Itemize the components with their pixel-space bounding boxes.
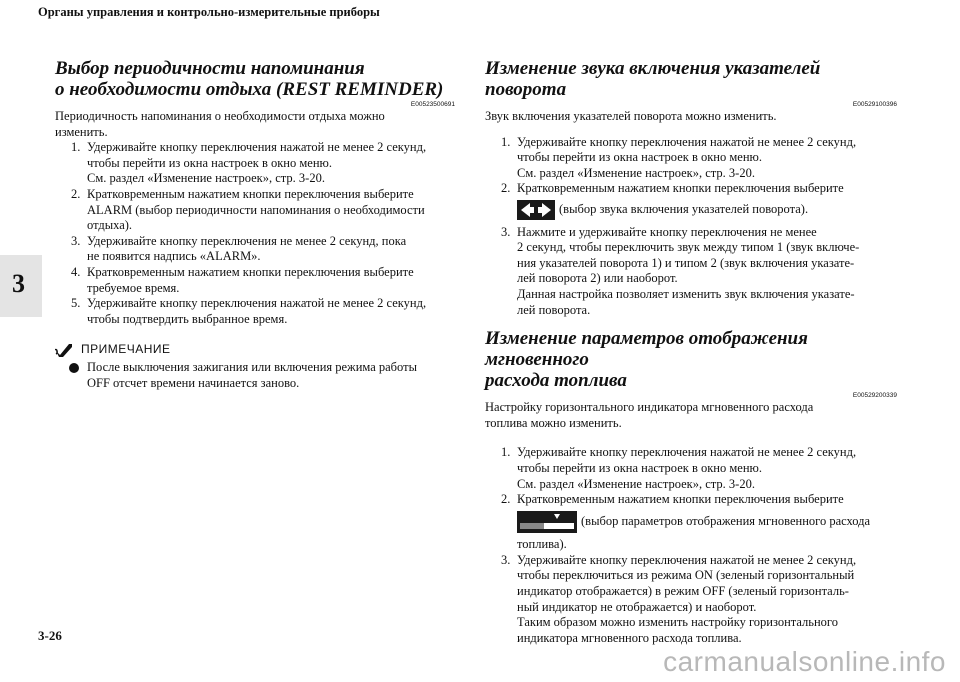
section-code: E00523500691 [410, 101, 455, 108]
list-item [71, 234, 455, 265]
text-line: чтобы переключиться из режима ON (зеленый горизонтальный [517, 568, 855, 583]
text-line: Удерживайте кнопку переключения не менее 2 секунд, пока [87, 233, 407, 248]
steps-list [501, 135, 897, 319]
list-number: 4. [71, 264, 81, 279]
note-header [55, 341, 455, 357]
note-label: ПРИМЕЧАНИЕ [81, 341, 171, 356]
list-item: 2. Кратковременным нажатием кнопки переключения выберите (выбор звука включения указателей поворота). [501, 181, 897, 224]
text-line: Кратковременным нажатием кнопки переключения выберите [87, 264, 414, 279]
list-number: 5. [71, 296, 81, 311]
title-line: расхода топлива [485, 370, 627, 392]
rest-reminder-title [55, 58, 455, 100]
text-line: См. раздел «Изменение настроек», стр. 3-20. [517, 476, 755, 491]
text-line: Кратковременным нажатием кнопки переключения выберите [87, 186, 414, 201]
list-item [71, 296, 455, 327]
section-tab [0, 255, 42, 317]
pencil-note-icon [55, 341, 75, 357]
bullet-icon [69, 363, 79, 373]
title-line: Изменение параметров отображения мгновенного [485, 328, 808, 371]
text-line: отдыха). [87, 218, 133, 233]
text-line: Таким образом можно изменить настройку горизонтального [517, 615, 839, 630]
text-line: Данная настройка позволяет изменить звук включения указате- [517, 286, 855, 301]
text-line: топлива можно изменить. [485, 415, 622, 430]
text-line: ния указателей поворота 1) и типом 2 (звук включения указате- [517, 255, 855, 270]
text-line: лей поворота 2) или наоборот. [517, 271, 678, 286]
text-line: Удерживайте кнопку переключения нажатой не менее 2 секунд, [87, 296, 427, 311]
text-line: индикатор отображается) в режим OFF (зеленый горизонталь- [517, 584, 849, 599]
text-line: Нажмите и удерживайте кнопку переключения не менее [517, 224, 817, 239]
list-item: 1. Удерживайте кнопку переключения нажатой не менее 2 секунд, чтобы перейти из окна настроек в окно меню. См. раздел «Изменение настроек», стр. 3-20. [501, 134, 857, 180]
steps-list [501, 445, 897, 646]
fuel-indicator-bar-icon [517, 511, 577, 533]
text-line: лей поворота. [517, 302, 591, 317]
text-line: 2 секунд, чтобы переключить звук между типом 1 (звук включе- [517, 240, 860, 255]
section-code: E00529200339 [852, 392, 897, 400]
text-line: чтобы перейти из окна настроек в окно меню. [87, 155, 332, 170]
list-item [71, 265, 455, 296]
text-line: Удерживайте кнопку переключения нажатой не менее 2 секунд, [87, 140, 427, 155]
page-number: 3-26 [38, 628, 62, 643]
text-line: Периодичность напоминания о необходимости отдыха можно [55, 109, 385, 123]
running-header: Органы управления и контрольно-измерительные приборы [38, 5, 380, 19]
intro-text [55, 109, 455, 140]
text-line: Удерживайте кнопку переключения нажатой не менее 2 секунд, [517, 445, 857, 460]
text-line: ный индикатор не отображается) и наоборот. [517, 599, 757, 614]
list-number: 2. [71, 186, 81, 201]
text-line: чтобы перейти из окна настроек в окно меню. [517, 150, 762, 165]
watermark: carmanualsonline.info [663, 646, 946, 677]
text-line: Удерживайте кнопку переключения нажатой не менее 2 секунд, [517, 134, 857, 149]
title-line: о необходимости отдыха (REST REMINDER) [55, 79, 444, 100]
intro-text: Звук включения указателей поворота можно изменить. [485, 109, 777, 123]
title-line: Выбор периодичности напоминания [55, 58, 365, 79]
note-item [69, 360, 455, 391]
list-item [71, 187, 455, 234]
text-line: не появится надпись «ALARM». [87, 249, 261, 264]
list-item: 3. Удерживайте кнопку переключения нажатой не менее 2 секунд, чтобы переключиться из режима ON (зеленый горизонтальный индикатор отображается) в режим OFF (зеленый горизонталь- ный индикатор не отображается) и наоборот. Таким образом можно изменить настройку горизонтального индикатора мгновенного расхода топлива. [501, 552, 857, 645]
text-line: индикатора мгновенного расхода топлива. [517, 630, 742, 645]
text-line: См. раздел «Изменение настроек», стр. 3-20. [517, 165, 755, 180]
list-item [71, 140, 455, 187]
text-line: топлива). [517, 537, 567, 552]
list-number: 3. [71, 233, 81, 248]
text-line: изменить. [55, 124, 108, 139]
intro-text [485, 400, 897, 431]
list-item: 3. Нажмите и удерживайте кнопку переключения не менее 2 секунд, чтобы переключить звук между типом 1 (звук включе- ния указателей поворота 1) и типом 2 (звук включения указате- лей поворота 2) или наоборот. Данная настройка позволяет изменить звук включения указате- лей поворота. [501, 224, 860, 317]
list-item: 2. Кратковременным нажатием кнопки переключения выберите (выбор параметров отображения мгновенного расхода топлива). [501, 492, 871, 552]
section-code: E00529100396 [852, 101, 897, 108]
list-number: 1. [71, 140, 81, 155]
text-line: См. раздел «Изменение настроек», стр. 3-20. [87, 171, 325, 186]
text-line: Кратковременным нажатием кнопки переключения выберите [517, 181, 844, 196]
fuel-display-title [485, 328, 897, 391]
text-line: чтобы подтвердить выбранное время. [87, 311, 288, 326]
turn-signal-arrows-icon [517, 200, 555, 220]
text-line: После выключения зажигания или включения режима работы [87, 360, 417, 375]
right-column [485, 58, 897, 646]
list-item: 1. Удерживайте кнопку переключения нажатой не менее 2 секунд, чтобы перейти из окна настроек в окно меню. См. раздел «Изменение настроек», стр. 3-20. [501, 445, 857, 491]
text-line: Удерживайте кнопку переключения нажатой не менее 2 секунд, [517, 552, 857, 567]
text-line: Кратковременным нажатием кнопки переключения выберите [517, 492, 844, 507]
text-line: чтобы перейти из окна настроек в окно меню. [517, 460, 762, 475]
turn-signal-sound-title: Изменение звука включения указателей поворота [485, 58, 821, 100]
text-line: ALARM (выбор периодичности напоминания о необходимости [87, 202, 425, 217]
steps-list [71, 140, 455, 327]
section-tab-number: 3 [12, 269, 25, 298]
text-line: (выбор звука включения указателей поворота). [559, 202, 809, 217]
text-line: требуемое время. [87, 280, 180, 295]
text-line: OFF отсчет времени начинается заново. [87, 375, 300, 390]
text-line: (выбор параметров отображения мгновенного расхода [581, 513, 871, 528]
left-column [55, 58, 455, 392]
text-line: Настройку горизонтального индикатора мгновенного расхода [485, 400, 814, 415]
